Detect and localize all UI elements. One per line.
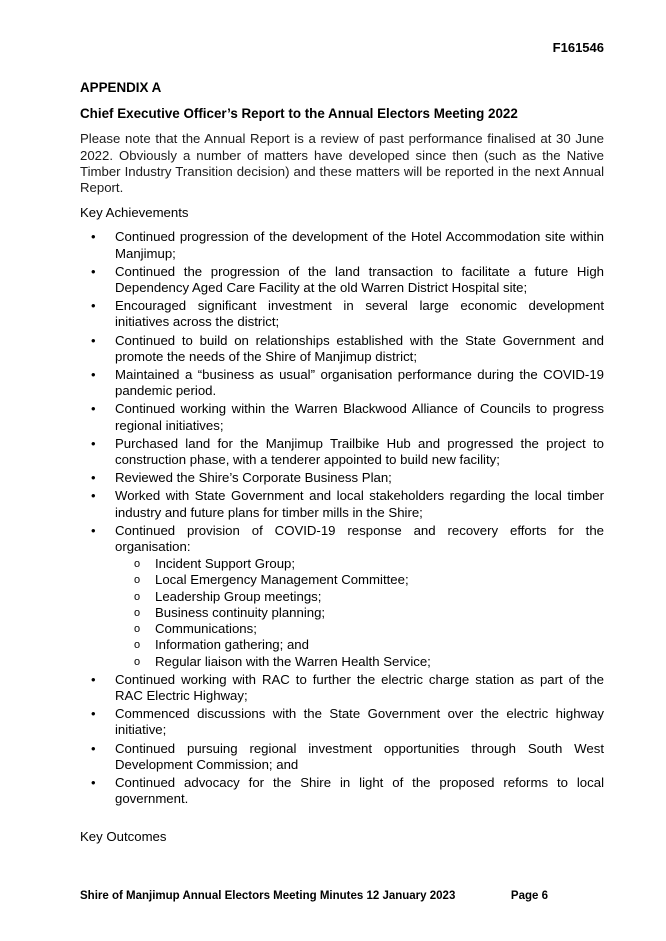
bullet-icon: • <box>91 671 96 687</box>
circle-bullet-icon: o <box>134 606 141 619</box>
sub-list-item-text: Incident Support Group; <box>155 556 296 572</box>
bullet-icon: • <box>91 740 96 756</box>
bullet-icon: • <box>91 401 96 417</box>
bullet-icon: • <box>91 774 96 790</box>
list-item-text: Continued to build on relationships established with the State Government and promote the needs of the Shire of Manjimup district; <box>115 332 604 364</box>
sub-list-item <box>115 556 604 572</box>
list-item-text: Encouraged significant investment in several large economic development initiatives across the district; <box>115 298 604 330</box>
sub-list-item <box>115 637 604 653</box>
circle-bullet-icon: o <box>134 639 141 652</box>
bullet-icon: • <box>91 522 96 538</box>
list-item-text: Continued pursuing regional investment opportunities through South West Development Commission; and <box>115 740 604 772</box>
covid-sublist <box>115 556 604 669</box>
list-item-text: Maintained a “business as usual” organisation performance during the COVID-19 pandemic period. <box>115 367 604 399</box>
list-item <box>80 333 604 365</box>
list-item-text: Commenced discussions with the State Government over the electric highway initiative; <box>115 706 604 738</box>
list-item-text: Continued provision of COVID-19 response and recovery efforts for the organisation: <box>115 522 604 555</box>
list-item-text: Continued working with RAC to further the electric charge station as part of the RAC Electric Highway; <box>115 671 604 703</box>
circle-bullet-icon: o <box>134 590 141 603</box>
bullet-icon: • <box>91 367 96 383</box>
sub-list-item <box>115 572 604 588</box>
list-item-text: Continued working within the Warren Blackwood Alliance of Councils to progress regional initiatives; <box>115 401 604 433</box>
key-outcomes-label: Key Outcomes <box>80 829 167 844</box>
footer-text: Shire of Manjimup Annual Electors Meeting Minutes 12 January 2023 <box>80 890 456 902</box>
sub-list-item <box>115 654 604 670</box>
circle-bullet-icon: o <box>134 655 141 668</box>
document-id: F161546 <box>552 40 604 55</box>
appendix-title: APPENDIX A <box>80 80 162 95</box>
circle-bullet-icon: o <box>134 558 141 571</box>
key-achievements-label: Key Achievements <box>80 205 189 221</box>
list-item-text: Reviewed the Shire’s Corporate Business Plan; <box>115 470 392 486</box>
report-title: Chief Executive Officer’s Report to the Annual Electors Meeting 2022 <box>80 106 518 122</box>
list-item <box>80 775 604 807</box>
report-content <box>80 80 604 809</box>
circle-bullet-icon: o <box>134 623 141 636</box>
list-item <box>80 298 604 330</box>
sub-list-item-text: Business continuity planning; <box>155 604 326 620</box>
list-item-text: Continued the progression of the land transaction to facilitate a future High Dependency Aged Care Facility at the old Warren District Hospital site; <box>115 263 604 296</box>
achievements-list <box>80 229 604 807</box>
bullet-icon: • <box>91 229 96 245</box>
sub-list-item <box>115 605 604 621</box>
intro-paragraph: Please note that the Annual Report is a review of past performance finalised at 30 June 2022. Obviously a number of matters have developed since then (such as the Native Timber Industry Transition decision) and these matters will be reported in the next Annual Report. <box>80 131 604 196</box>
sub-list-item-text: Leadership Group meetings; <box>155 588 322 604</box>
bullet-icon: • <box>91 332 96 348</box>
bullet-icon: • <box>91 263 96 279</box>
sub-list-item-text: Local Emergency Management Committee; <box>155 572 409 588</box>
sub-list-item-text: Information gathering; and <box>155 637 309 653</box>
circle-bullet-icon: o <box>134 574 141 587</box>
list-item <box>80 367 604 399</box>
list-item <box>80 470 604 486</box>
list-item <box>80 741 604 773</box>
bullet-icon: • <box>91 706 96 722</box>
bullet-icon: • <box>91 488 96 504</box>
bullet-icon: • <box>91 435 96 451</box>
sub-list-item <box>115 589 604 605</box>
list-item <box>80 264 604 296</box>
list-item-text: Purchased land for the Manjimup Trailbike Hub and progressed the project to construction phase, with a tenderer appointed to build new facility; <box>115 435 604 468</box>
list-item <box>80 706 604 738</box>
list-item-text: Continued progression of the development of the Hotel Accommodation site within Manjimup; <box>115 229 604 261</box>
sub-list-item-text: Communications; <box>155 621 257 637</box>
list-item-text: Worked with State Government and local stakeholders regarding the local timber industry and future plans for timber mills in the Shire; <box>115 488 604 520</box>
sub-list-item <box>115 621 604 637</box>
list-item <box>80 436 604 468</box>
sub-list-item-text: Regular liaison with the Warren Health Service; <box>155 653 431 669</box>
bullet-icon: • <box>91 298 96 314</box>
list-item-text: Continued advocacy for the Shire in light of the proposed reforms to local government. <box>115 774 604 807</box>
list-item <box>80 523 604 670</box>
list-item <box>80 672 604 704</box>
bullet-icon: • <box>91 470 96 486</box>
page-footer <box>80 890 550 902</box>
page-number: Page 6 <box>510 890 548 902</box>
list-item <box>80 488 604 520</box>
list-item <box>80 229 604 261</box>
list-item <box>80 401 604 433</box>
